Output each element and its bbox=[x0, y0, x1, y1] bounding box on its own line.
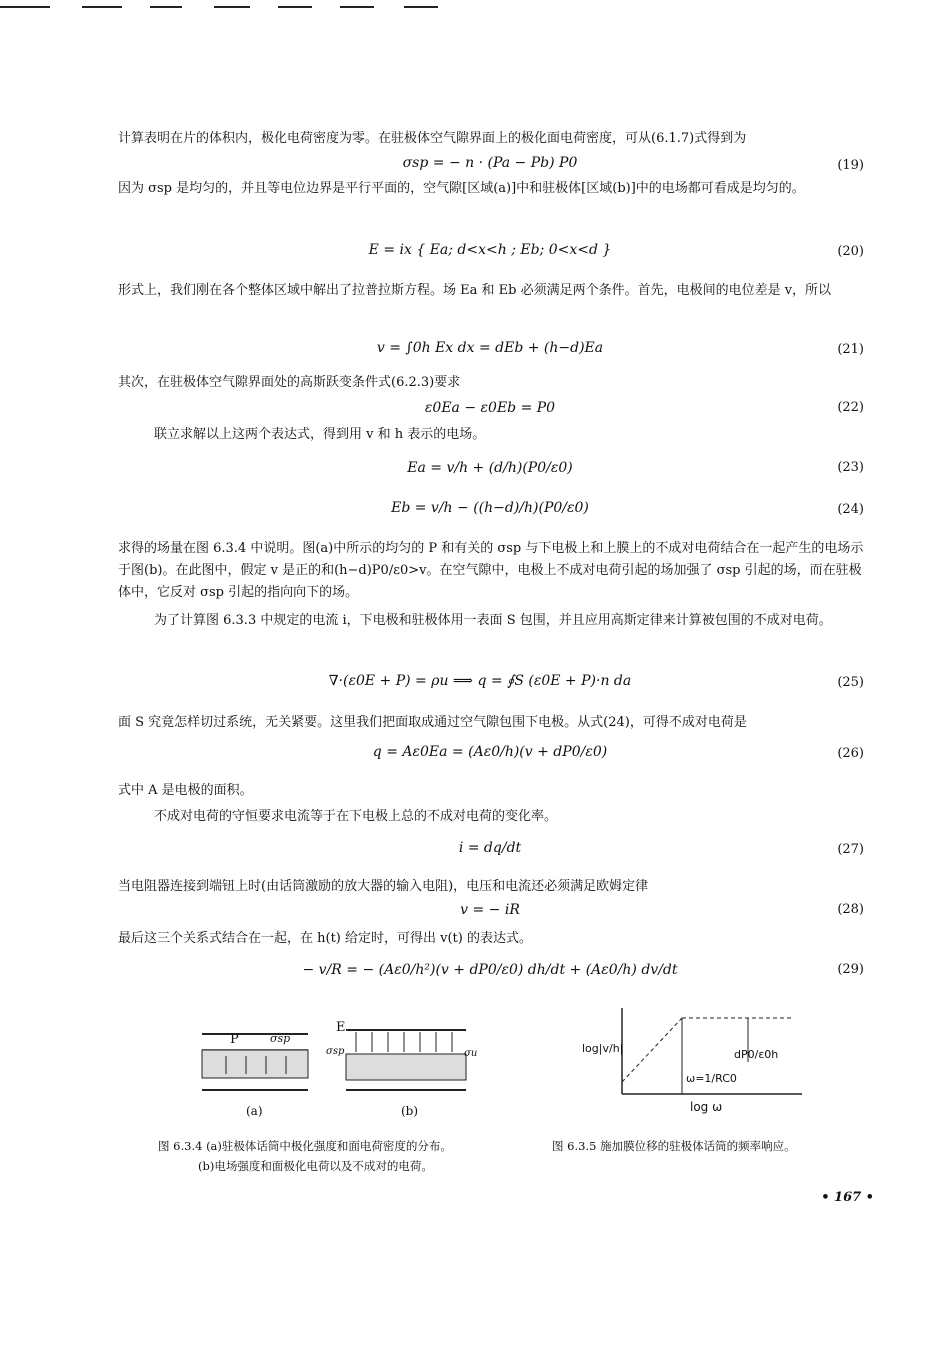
paragraph-12: 最后这三个关系式结合在一起，在 h(t) 给定时，可得出 v(t) 的表达式。 bbox=[118, 931, 532, 946]
top-dash-rule bbox=[0, 0, 460, 10]
fig634-caption-line2: (b)电场强度和面极化电荷以及不成对的电荷。 bbox=[198, 1159, 433, 1173]
eqnum-19: (19) bbox=[837, 158, 864, 173]
equation-20: E = ix { Ea; d<x<h ; Eb; 0<x<d } bbox=[368, 242, 612, 258]
fig635-xlabel: log ω bbox=[690, 1100, 723, 1114]
paragraph-5: 联立求解以上这两个表达式，得到用 v 和 h 表示的电场。 bbox=[154, 427, 486, 442]
fig634-caption-line1: 图 6.3.4 (a)驻极体话筒中极化强度和面电荷密度的分布。 bbox=[158, 1139, 452, 1153]
fig635-ylabel: log|v/h| bbox=[582, 1042, 624, 1055]
eqnum-26: (26) bbox=[837, 746, 864, 761]
page-number: • 167 • bbox=[821, 1190, 874, 1205]
paragraph-1: 计算表明在片的体积内，极化电荷密度为零。在驻极体空气隙界面上的极化面电荷密度，可从(6.1.7)式得到为 bbox=[118, 131, 747, 146]
equation-25: ∇·(ε0E + P) = ρu ⟹ q = ∮S (ε0E + P)·n da bbox=[328, 673, 632, 689]
eqnum-29: (29) bbox=[837, 962, 864, 977]
eqnum-28: (28) bbox=[837, 902, 864, 917]
eqnum-21: (21) bbox=[837, 342, 864, 357]
fig634-sigma-u-label: σu bbox=[464, 1048, 478, 1059]
equation-22: ε0Ea − ε0Eb = P0 bbox=[424, 400, 556, 416]
fig634-label-b: (b) bbox=[401, 1104, 419, 1118]
figure-6-3-4-caption bbox=[158, 1136, 538, 1176]
paragraph-9: 式中 A 是电极的面积。 bbox=[118, 783, 253, 798]
paragraph-3: 形式上，我们刚在各个整体区域中解出了拉普拉斯方程。场 Ea 和 Eb 必须满足两个条件。首先，电极间的电位差是 v，所以 bbox=[118, 283, 832, 298]
figure-6-3-4-drawing bbox=[196, 1020, 486, 1120]
figure-6-3-5 bbox=[582, 1002, 822, 1122]
eqnum-24: (24) bbox=[837, 502, 864, 517]
fig634-sigma-label: σsp bbox=[270, 1032, 291, 1045]
equation-21: v = ∫0h Ex dx = dEb + (h−d)Ea bbox=[376, 340, 604, 356]
figure-6-3-5-caption: 图 6.3.5 施加膜位移的驻极体话筒的频率响应。 bbox=[552, 1139, 796, 1153]
fig634-sigma-b-label: σsp bbox=[326, 1046, 345, 1057]
figure-6-3-4 bbox=[196, 1020, 486, 1120]
equation-23: Ea = v/h + (d/h)(P0/ε0) bbox=[407, 460, 573, 476]
paragraph-10: 不成对电荷的守恒要求电流等于在下电极上总的不成对电荷的变化率。 bbox=[154, 809, 558, 824]
equation-26: q = Aε0Ea = (Aε0/h)(v + dP0/ε0) bbox=[372, 744, 608, 760]
eqnum-23: (23) bbox=[837, 460, 864, 475]
fig634-E-label: E bbox=[336, 1020, 346, 1035]
fig635-corner-label: ω=1/RC0 bbox=[686, 1072, 737, 1085]
paragraph-11: 当电阻器连接到端钮上时(由话筒激励的放大器的输入电阻)，电压和电流还必须满足欧姆定律 bbox=[118, 879, 649, 894]
paragraph-4: 其次，在驻极体空气隙界面处的高斯跃变条件式(6.2.3)要求 bbox=[118, 375, 461, 390]
equation-27: i = dq/dt bbox=[458, 840, 522, 856]
eqnum-20: (20) bbox=[837, 244, 864, 259]
equation-28: v = − iR bbox=[460, 902, 520, 918]
eqnum-25: (25) bbox=[837, 675, 864, 690]
eqnum-22: (22) bbox=[837, 400, 864, 415]
paragraph-2: 因为 σsp 是均匀的，并且等电位边界是平行平面的，空气隙[区域(a)]中和驻极体[区域(b)]中的电场都可看成是均匀的。 bbox=[118, 181, 805, 196]
fig634-P-label: P bbox=[230, 1032, 239, 1047]
equation-29: − v/R = − (Aε0/h²)(v + dP0/ε0) dh/dt + (Aε0/h) dv/dt bbox=[302, 962, 678, 978]
fig635-right-label: dP0/ε0h bbox=[734, 1048, 779, 1061]
paragraph-7: 为了计算图 6.3.3 中规定的电流 i，下电极和驻极体用一表面 S 包围，并且应用高斯定律来计算被包围的不成对电荷。 bbox=[154, 613, 832, 628]
eqnum-27: (27) bbox=[837, 842, 864, 857]
equation-19: σsp = − n · (Pa − Pb) P0 bbox=[402, 155, 578, 171]
equation-24: Eb = v/h − ((h−d)/h)(P0/ε0) bbox=[391, 500, 589, 516]
paragraph-6: 求得的场量在图 6.3.4 中说明。图(a)中所示的均匀的 P 和有关的 σsp 与下电极上和上膜上的不成对电荷结合在一起产生的电场示于图(b)。在此图中，假定 v 是正的和(h−d)P0/ε0>v。在空气隙中，电极上不成对电荷引起的场加强了 σsp 引起的场，而在驻极体中，它反对 σsp 引起的指向向下的场。 bbox=[118, 541, 864, 600]
paragraph-8: 面 S 究竟怎样切过系统，无关紧要。这里我们把面取成通过空气隙包围下电极。从式(24)，可得不成对电荷是 bbox=[118, 715, 747, 730]
fig634-label-a: (a) bbox=[246, 1104, 263, 1118]
